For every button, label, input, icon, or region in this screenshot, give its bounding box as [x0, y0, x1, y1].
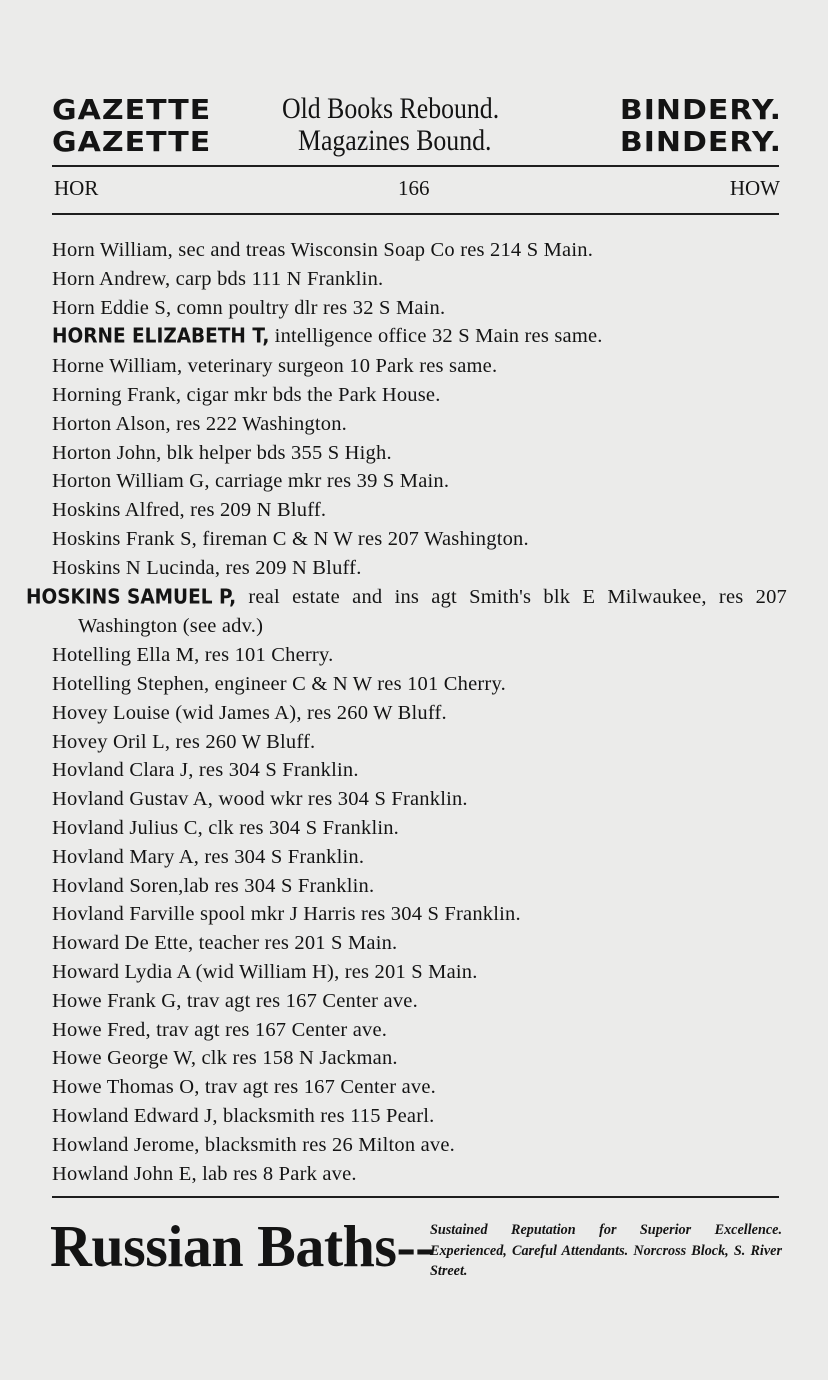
bindery-tag-2: BINDERY.: [619, 126, 782, 159]
top-rule: [52, 165, 779, 167]
entry-text: Howland Jerome, blacksmith res 26 Milton ave.: [52, 1133, 455, 1156]
directory-entry: [52, 814, 787, 843]
directory-entry: [52, 900, 787, 929]
entry-text: Hoskins Alfred, res 209 N Bluff.: [52, 499, 327, 522]
entry-text: Hovland Soren,lab res 304 S Franklin.: [52, 874, 375, 897]
directory-entry: [52, 929, 787, 958]
directory-entry: [52, 872, 787, 901]
entry-text: Hotelling Ella M, res 101 Cherry.: [52, 644, 334, 667]
directory-entry: [52, 670, 787, 699]
entry-text: Horton John, blk helper bds 355 S High.: [52, 441, 392, 464]
directory-entry: [52, 554, 787, 583]
directory-entry: [52, 1160, 787, 1189]
directory-entry: [52, 381, 787, 410]
directory-entries: [26, 236, 787, 1188]
gazette-brand-1: GAZETTE: [52, 94, 212, 127]
entry-text: Howland John E, lab res 8 Park ave.: [52, 1162, 357, 1185]
entry-text: Howard Lydia A (wid William H), res 201 S Main.: [52, 960, 478, 983]
directory-entry: [52, 352, 787, 381]
directory-entry: [52, 410, 787, 439]
entry-text: Hovland Julius C, clk res 304 S Franklin.: [52, 816, 400, 839]
ad-line-2: [52, 124, 782, 158]
bindery-tag-1: BINDERY.: [619, 94, 782, 127]
directory-entry: [52, 236, 787, 265]
header-left-guide: HOR: [54, 176, 99, 200]
directory-entry: [52, 525, 787, 554]
directory-entry: [52, 1102, 787, 1131]
entry-text: Hotelling Stephen, engineer C & N W res 101 Cherry.: [52, 672, 506, 695]
directory-entry: [52, 496, 787, 525]
entry-text: Horn William, sec and treas Wisconsin Soap Co res 214 S Main.: [52, 239, 594, 261]
entry-text: intelligence office 32 S Main res same.: [269, 325, 603, 348]
entry-text: Hovey Oril L, res 260 W Bluff.: [52, 730, 316, 753]
gazette-brand-2: GAZETTE: [52, 126, 212, 159]
directory-entry: [52, 322, 787, 352]
header-right-guide: HOW: [729, 176, 780, 200]
ad-text-1: Old Books Rebound.: [282, 92, 500, 125]
bottom-rule: [52, 1196, 779, 1198]
entry-text: Hovland Gustav A, wood wkr res 304 S Franklin.: [52, 788, 468, 811]
directory-entry: [52, 1044, 787, 1073]
entry-text: Howe Thomas O, trav agt res 167 Center ave.: [52, 1076, 436, 1099]
directory-entry: [52, 958, 787, 987]
page-number: 166: [398, 176, 430, 200]
header-rule: [52, 213, 779, 215]
entry-text: Horton Alson, res 222 Washington.: [52, 412, 347, 435]
entry-text: Howe Fred, trav agt res 167 Center ave.: [52, 1018, 388, 1041]
entry-text: Hovey Louise (wid James A), res 260 W Bluff.: [52, 701, 447, 724]
directory-entry: [52, 756, 787, 785]
entry-text: Hoskins N Lucinda, res 209 N Bluff.: [52, 556, 362, 579]
directory-entry: [52, 439, 787, 468]
directory-entry: [52, 294, 787, 323]
bottom-advertisement: [50, 1208, 785, 1292]
russian-baths-title: Russian Baths--: [50, 1213, 435, 1280]
top-advertisement: [52, 92, 782, 162]
directory-entry: [52, 1016, 787, 1045]
entry-text: Horton William G, carriage mkr res 39 S Main.: [52, 470, 450, 493]
entry-text: Horn Andrew, carp bds 111 N Franklin.: [52, 267, 384, 290]
directory-entry: [52, 467, 787, 496]
entry-text: Howland Edward J, blacksmith res 115 Pearl.: [52, 1104, 435, 1127]
russian-baths-tagline: Sustained Reputation for Superior Excellence. Experienced, Careful Attendants. Norcross Block, S. River Street.: [430, 1222, 782, 1279]
directory-entry: [52, 1131, 787, 1160]
entry-bold-name: HOSKINS SAMUEL P,: [26, 585, 237, 609]
ad-line-1: [52, 92, 782, 126]
ad-text-2: Magazines Bound.: [298, 124, 492, 157]
directory-entry: [52, 641, 787, 670]
directory-entry: [52, 699, 787, 728]
entry-text: Hovland Clara J, res 304 S Franklin.: [52, 759, 359, 782]
directory-entry: [52, 728, 787, 757]
entry-text: Howard De Ette, teacher res 201 S Main.: [52, 932, 398, 955]
entry-text: Horning Frank, cigar mkr bds the Park House.: [52, 383, 441, 406]
entry-text: Horn Eddie S, comn poultry dlr res 32 S Main.: [52, 296, 446, 319]
entry-text: Howe George W, clk res 158 N Jackman.: [52, 1047, 398, 1070]
entry-text: Hovland Mary A, res 304 S Franklin.: [52, 845, 365, 868]
entry-text: Hoskins Frank S, fireman C & N W res 207 Washington.: [52, 527, 529, 550]
directory-entry: [52, 843, 787, 872]
entry-bold-name: HORNE ELIZABETH T,: [52, 325, 270, 349]
directory-entry: [26, 583, 787, 642]
directory-entry: [52, 1073, 787, 1102]
entry-text: Howe Frank G, trav agt res 167 Center ave.: [52, 989, 418, 1012]
entry-text: Hovland Farville spool mkr J Harris res 304 S Franklin.: [52, 903, 521, 926]
directory-entry: [52, 785, 787, 814]
entry-text: Horne William, veterinary surgeon 10 Park res same.: [52, 355, 498, 378]
entry-text: real estate and ins agt Smith's blk E Milwaukee, res 207 Washington (see adv.): [78, 585, 787, 638]
directory-entry: [52, 987, 787, 1016]
directory-entry: [52, 265, 787, 294]
